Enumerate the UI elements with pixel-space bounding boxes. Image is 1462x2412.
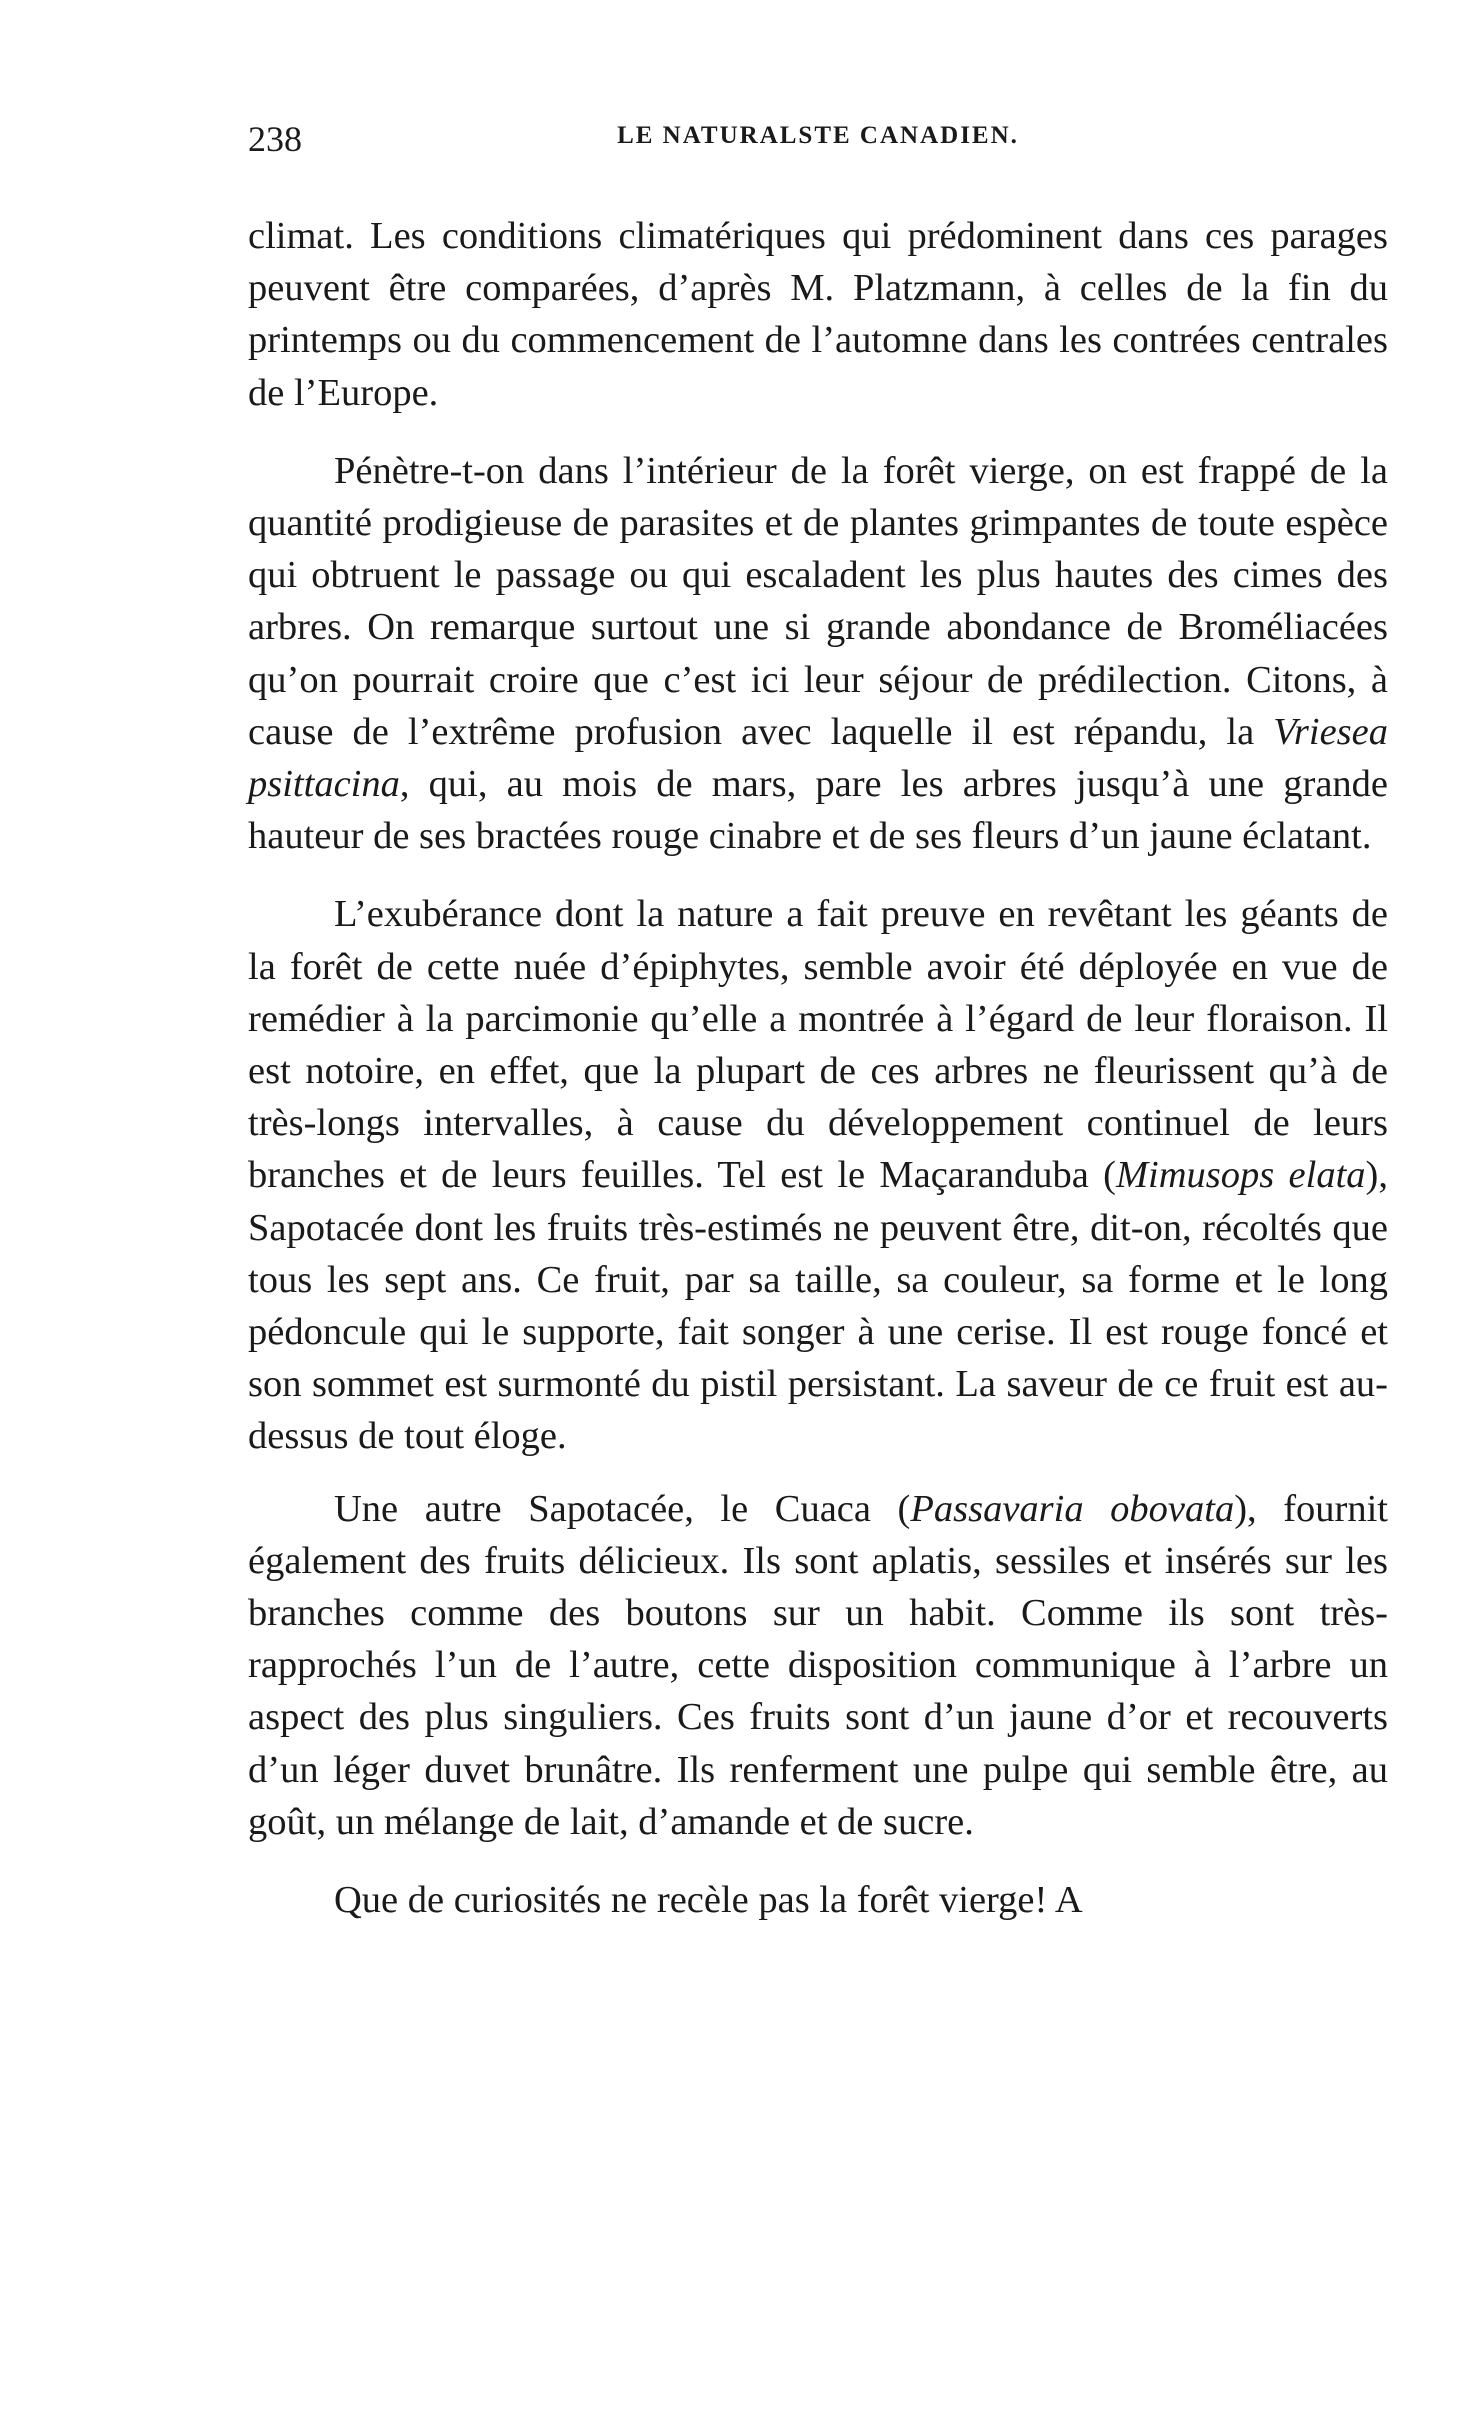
italic-species-name: Passavaria obovata	[910, 1487, 1235, 1530]
page-number: 238	[248, 119, 302, 159]
italic-species-name: Mimusops elata	[1115, 1154, 1366, 1197]
paragraph	[248, 888, 1388, 1462]
text-run: ), Sapotacée dont les fruits très-estimés ne peuvent être, dit-on, récoltés que tous les sept ans. Ce fruit, par sa taille, sa couleur, sa forme et le long pédoncule qui le supporte, fait songer à une cerise. Il est rouge foncé et son sommet est surmonté du pistil persistant. La saveur de ce fruit est au-dessus de tout éloge.	[248, 1154, 1388, 1458]
paragraph	[248, 445, 1388, 863]
running-title: LE NATURALSTE CANADIEN.	[617, 122, 1019, 149]
italic-species-name: Vriesea psittacina	[248, 710, 1388, 806]
text-run: Pénètre-t-on dans l’intérieur de la forêt vierge, on est frappé de la quantité prodigieuse de parasites et de plantes grimpantes de toute espèce qui obtruent le passage ou qui escaladent les plus hautes des cimes des arbres. On remarque surtout une si grande abondance de Broméliacées qu’on pourrait croire que c’est ici leur séjour de prédilection. Citons, à cause de l’extrême profusion avec laquelle il est répandu, la	[248, 449, 1388, 753]
paragraph	[248, 1874, 1388, 1926]
body-text	[248, 210, 1388, 1926]
text-run: L’exubérance dont la nature a fait preuve en revêtant les géants de la forêt de cette nuée d’épiphytes, semble avoir été déployée en vue de remédier à la parcimonie qu’elle a montrée à l’égard de leur floraison. Il est notoire, en effet, que la plupart de ces arbres ne fleurissent qu’à de très-longs intervalles, à cause du développement continuel de leurs branches et de leurs feuilles. Tel est le Maçaranduba (	[248, 893, 1388, 1197]
text-run: Une autre Sapotacée, le Cuaca (	[334, 1487, 911, 1530]
book-page	[248, 118, 1388, 1926]
text-run: climat. Les conditions climatériques qui prédominent dans ces parages peuvent être comparées, d’après M. Platzmann, à celles de la fin du printemps ou du commencement de l’automne dans les contrées centrales de l’Europe.	[248, 215, 1388, 414]
page-header	[248, 118, 1388, 178]
text-run: ), fournit également des fruits délicieux. Ils sont aplatis, sessiles et insérés sur les branches comme des boutons sur un habit. Comme ils sont très-rapprochés l’un de l’autre, cette disposition communique à l’arbre un aspect des plus singuliers. Ces fruits sont d’un jaune d’or et recouverts d’un léger duvet brunâtre. Ils renferment une pulpe qui semble être, au goût, un mélange de lait, d’amande et de sucre.	[248, 1487, 1388, 1843]
text-run: Que de curiosités ne recèle pas la forêt vierge! A	[334, 1879, 1083, 1922]
paragraph	[248, 1483, 1388, 1848]
text-run: , qui, au mois de mars, pare les arbres jusqu’à une grande hauteur de ses bractées rouge cinabre et de ses fleurs d’un jaune éclatant.	[248, 763, 1388, 858]
paragraph	[248, 210, 1388, 419]
